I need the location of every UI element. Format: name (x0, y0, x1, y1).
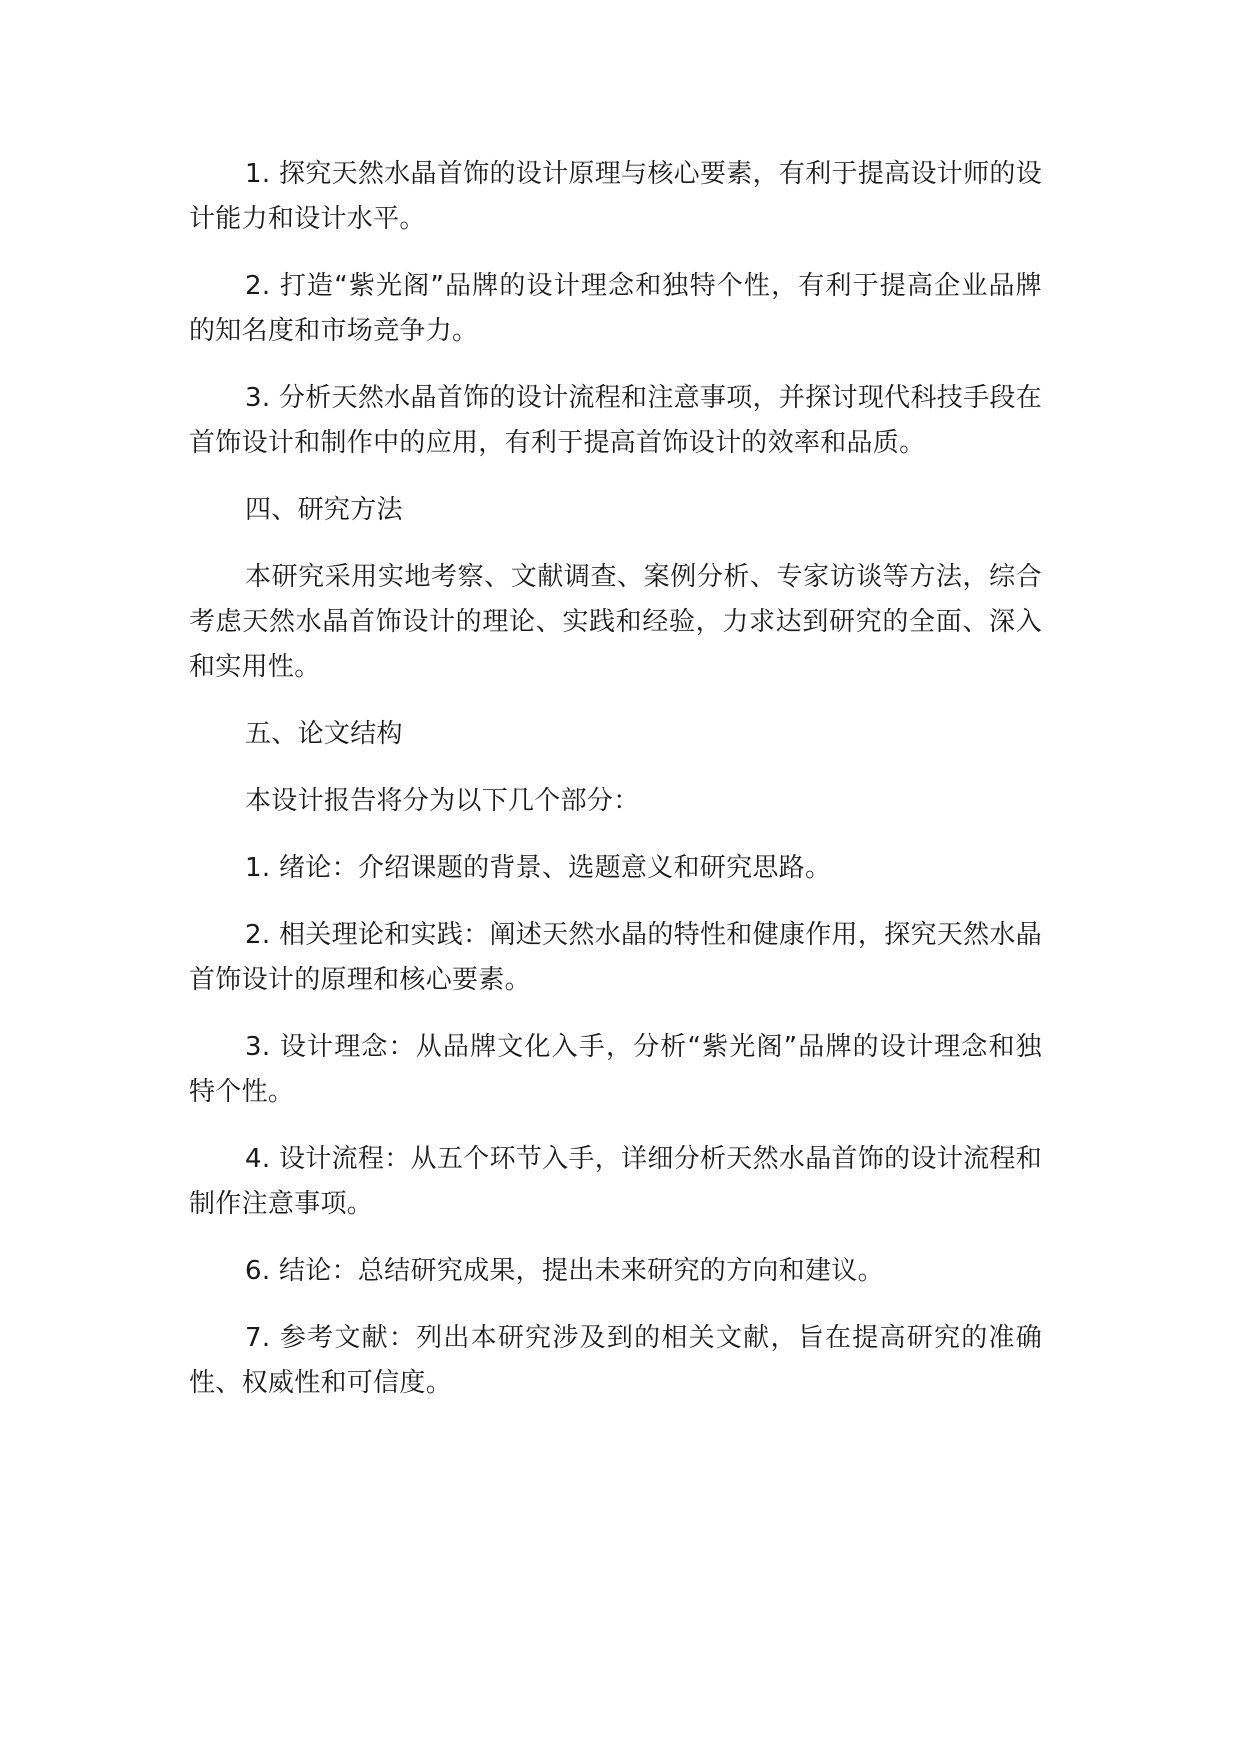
significance-item-1: 1. 探究天然水晶首饰的设计原理与核心要素，有利于提高设计师的设计能力和设计水平。 (189, 159, 1042, 234)
structure-item-1: 1. 绪论：介绍课题的背景、选题意义和研究思路。 (245, 853, 832, 883)
section-heading-paper-structure: 五、论文结构 (245, 719, 403, 749)
structure-item-2: 2. 相关理论和实践：阐述天然水晶的特性和健康作用，探究天然水晶首饰设计的原理和核心要素。 (189, 920, 1042, 995)
significance-item-2: 2. 打造“紫光阁”品牌的设计理念和独特个性，有利于提高企业品牌的知名度和市场竞争力。 (189, 271, 1042, 346)
structure-item-6: 6. 结论：总结研究成果，提出未来研究的方向和建议。 (245, 1256, 884, 1286)
structure-item-4: 4. 设计流程：从五个环节入手，详细分析天然水晶首饰的设计流程和制作注意事项。 (189, 1144, 1042, 1219)
paper-structure-intro: 本设计报告将分为以下几个部分： (245, 786, 640, 816)
research-methods-paragraph: 本研究采用实地考察、文献调查、案例分析、专家访谈等方法，综合考虑天然水晶首饰设计的理论、实践和经验，力求达到研究的全面、深入和实用性。 (189, 562, 1042, 682)
significance-item-3: 3. 分析天然水晶首饰的设计流程和注意事项，并探讨现代科技手段在首饰设计和制作中的应用，有利于提高首饰设计的效率和品质。 (189, 383, 1042, 458)
document-body (189, 152, 1042, 1428)
section-heading-research-methods: 四、研究方法 (245, 495, 403, 525)
structure-item-3: 3. 设计理念：从品牌文化入手，分析“紫光阁”品牌的设计理念和独特个性。 (189, 1032, 1042, 1107)
structure-item-7: 7. 参考文献：列出本研究涉及到的相关文献，旨在提高研究的准确性、权威性和可信度。 (189, 1323, 1042, 1398)
